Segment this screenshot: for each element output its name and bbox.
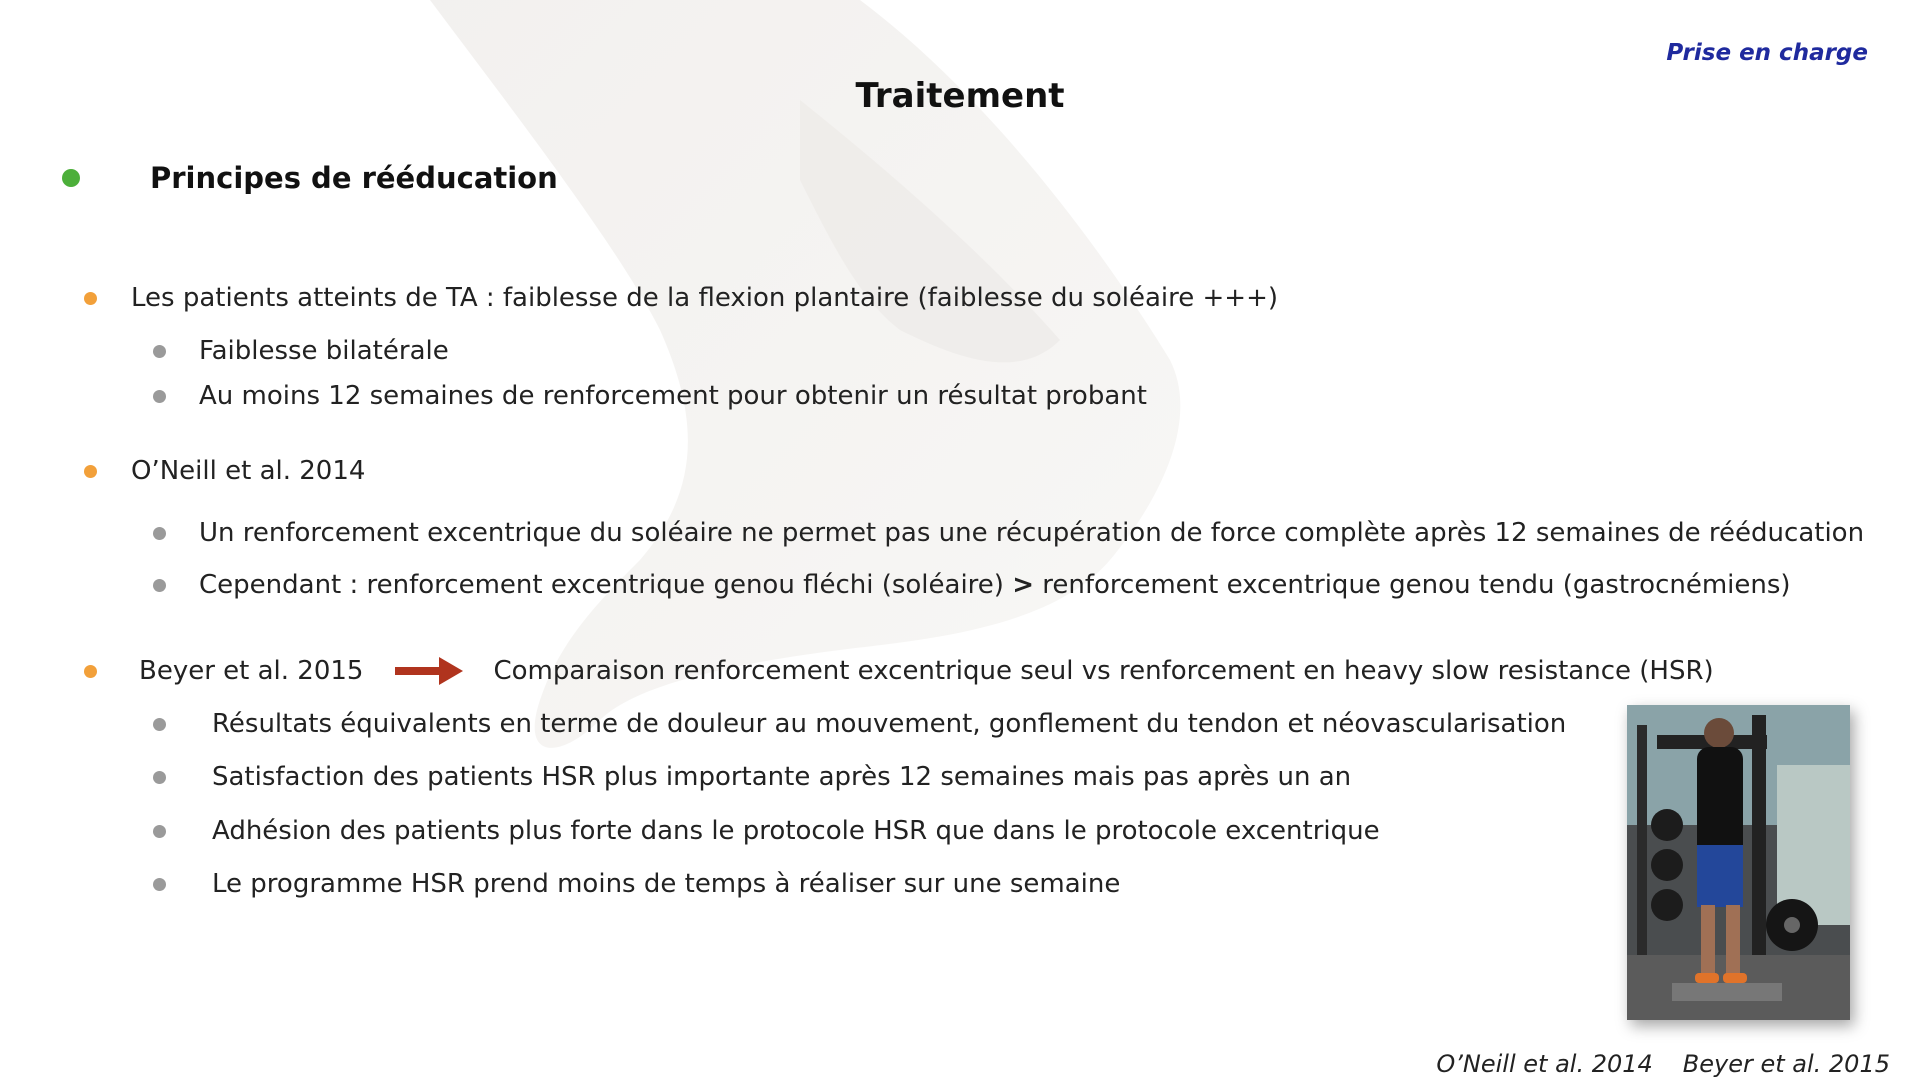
section-heading: Principes de rééducation [150,161,558,195]
right-arrow-icon [395,656,463,686]
orange-bullet-icon [84,465,97,478]
sub-bullet-text: Adhésion des patients plus forte dans le protocole HSR que dans le protocole excentrique [212,816,1380,846]
gym-exercise-photo [1627,705,1850,1020]
slide-title: Traitement [855,76,1065,116]
sub-bullet-text: Satisfaction des patients HSR plus importante après 12 semaines mais pas après un an [212,762,1352,792]
sub-bullet [153,816,1380,846]
reference-item: O’Neill et al. 2014 [1436,1050,1653,1078]
grey-bullet-icon [153,345,166,358]
reference-item: Beyer et al. 2015 [1682,1050,1890,1078]
sub-bullet [153,336,449,366]
grey-bullet-icon [153,825,166,838]
grey-bullet-icon [153,771,166,784]
sub-bullet [153,381,1147,411]
sub-bullet-text: Au moins 12 semaines de renforcement pour obtenir un résultat probant [199,381,1147,411]
sub-bullet-text: Cependant : renforcement excentrique genou fléchi (soléaire) > renforcement excentrique genou tendu (gastrocnémiens) [199,570,1791,600]
comparison-text: Comparaison renforcement excentrique seul vs renforcement en heavy slow resistance (HSR) [493,656,1714,686]
sub-bullet [153,709,1566,739]
green-bullet-icon [62,169,80,187]
sub-bullet-text: Un renforcement excentrique du soléaire ne permet pas une récupération de force complète après 12 semaines de rééducation [199,518,1865,548]
sub-bullet [153,869,1120,899]
sub-bullet [153,762,1351,792]
grey-bullet-icon [153,579,166,592]
grey-bullet-icon [153,390,166,403]
grey-bullet-icon [153,527,166,540]
sub-bullet-text: Résultats équivalents en terme de douleur au mouvement, gonflement du tendon et néovascularisation [212,709,1567,739]
grey-bullet-icon [153,718,166,731]
orange-bullet-icon [84,665,97,678]
sub-bullet [153,518,1864,548]
bullet-text: O’Neill et al. 2014 [131,456,366,486]
sub-bullet-text: Le programme HSR prend moins de temps à réaliser sur une semaine [212,869,1121,899]
orange-bullet-icon [84,292,97,305]
bullet-text: Les patients atteints de TA : faiblesse de la flexion plantaire (faiblesse du soléaire +++) [131,283,1278,313]
sub-bullet [153,570,1791,600]
bullet-text: Beyer et al. 2015 [139,656,364,686]
sub-bullet-text: Faiblesse bilatérale [199,336,449,366]
bullet-oneill [84,456,365,486]
bullet-beyer [84,656,1714,686]
section-tag: Prise en charge [1666,40,1868,66]
grey-bullet-icon [153,878,166,891]
references [1436,1050,1890,1078]
bullet-weakness [84,283,1278,313]
section-heading-row [62,161,558,195]
